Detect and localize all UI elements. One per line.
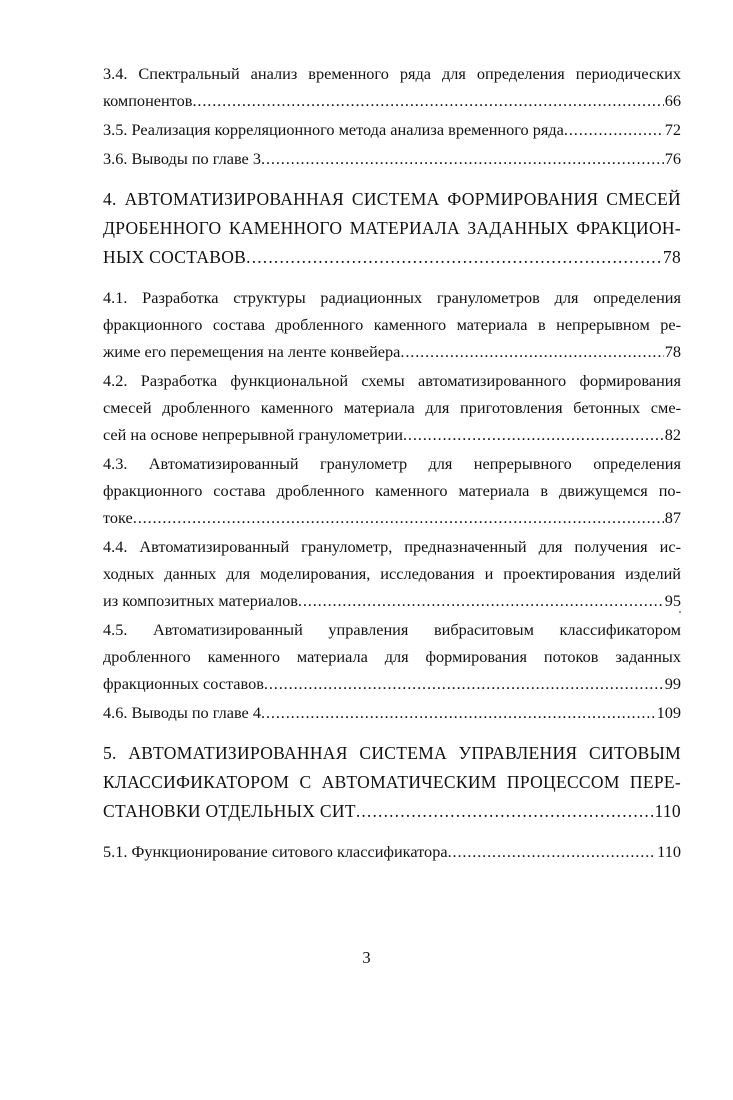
- toc-entry-text: 4.2. Разработка функциональной схемы автоматизированного формирования: [103, 371, 681, 390]
- toc-page-number: 110: [654, 801, 681, 821]
- toc-chapter-last-line: [103, 797, 681, 826]
- toc-page-number: 66: [664, 91, 681, 110]
- toc-entry-text: фракционного состава дробленного каменного материала в непрерывном ре-: [103, 315, 681, 334]
- toc-entry-last-line: [103, 670, 681, 697]
- toc-chapter-text: 5. АВТОМАТИЗИРОВАННАЯ СИСТЕМА УПРАВЛЕНИЯ СИТОВЫМ: [103, 743, 681, 763]
- toc-entry-4-1[interactable]: [103, 284, 681, 365]
- dot-leader: [400, 338, 663, 365]
- toc-entry-text: 4.6. Выводы по главе 4: [103, 703, 261, 722]
- toc-entry-last-line: [103, 87, 681, 114]
- toc-entry-text: смесей дробленного каменного материала для приготовления бетонных сме-: [103, 398, 681, 417]
- toc-entry-4-3[interactable]: [103, 450, 681, 531]
- toc-entry-text: 3.5. Реализация корреляционного метода анализа временного ряда: [103, 120, 564, 139]
- toc-page-number: 78: [662, 247, 681, 267]
- toc-page-number: 78: [664, 342, 681, 361]
- dot-leader: [448, 838, 657, 865]
- toc-entry-text: компонентов: [103, 91, 193, 110]
- dot-leader: [261, 145, 664, 172]
- toc-page-number: 95: [664, 591, 681, 610]
- toc-entry-text: 4.3. Автоматизированный гранулометр для непрерывного определения: [103, 454, 681, 473]
- toc-entry-last-line: [103, 838, 681, 865]
- toc-entry-5-1[interactable]: [103, 838, 681, 865]
- toc-chapter-text: 4. АВТОМАТИЗИРОВАННАЯ СИСТЕМА ФОРМИРОВАНИЯ СМЕСЕЙ: [103, 189, 681, 209]
- toc-page-number: 82: [664, 425, 681, 444]
- toc-entry-last-line: [103, 699, 681, 726]
- toc-chapter-text: СТАНОВКИ ОТДЕЛЬНЫХ СИТ: [103, 801, 356, 821]
- toc-entry-4-5[interactable]: [103, 616, 681, 697]
- dot-leader: [133, 504, 664, 531]
- toc-chapter-last-line: [103, 243, 681, 272]
- dot-leader: [298, 587, 664, 614]
- dot-leader: [192, 87, 663, 114]
- toc-chapter-5[interactable]: [103, 739, 681, 826]
- toc-entry-text: 3.4. Спектральный анализ временного ряда для определения периодических: [103, 64, 681, 83]
- dot-leader: [356, 797, 654, 826]
- toc-entry-last-line: [103, 338, 681, 365]
- toc-chapter-text: ДРОБЕННОГО КАМЕННОГО МАТЕРИАЛА ЗАДАННЫХ ФРАКЦИОН-: [103, 218, 681, 238]
- toc-entry-text: 3.6. Выводы по главе 3: [103, 149, 261, 168]
- toc-entry-text: дробленного каменного материала для формирования потоков заданных: [103, 647, 681, 666]
- toc-entry-4-4[interactable]: [103, 533, 681, 614]
- toc-entry-text: фракционных составов: [103, 674, 264, 693]
- toc-entry-last-line: [103, 116, 681, 143]
- toc-entry-text: жиме его перемещения на ленте конвейера: [103, 342, 401, 361]
- scan-speck: [679, 611, 681, 613]
- toc-entry-text: 5.1. Функционирование ситового классификатора: [103, 842, 448, 861]
- dot-leader: [403, 421, 664, 448]
- toc-entry-text: 4.5. Автоматизированный управления вибраситовым классификатором: [103, 620, 681, 639]
- toc-page-number: 87: [664, 508, 681, 527]
- toc-chapter-text: КЛАССИФИКАТОРОМ С АВТОМАТИЧЕСКИМ ПРОЦЕССОМ ПЕРЕ-: [103, 772, 681, 792]
- toc-chapter-text: НЫХ СОСТАВОВ: [103, 247, 247, 267]
- toc-entry-3-5[interactable]: [103, 116, 681, 143]
- toc-entry-last-line: [103, 587, 681, 614]
- toc-entry-4-2[interactable]: [103, 367, 681, 448]
- table-of-contents: [103, 60, 681, 867]
- toc-entry-text: фракционного состава дробленного каменного материала в движущемся по-: [103, 481, 681, 500]
- toc-entry-text: токе: [103, 508, 133, 527]
- toc-entry-text: 4.1. Разработка структуры радиационных гранулометров для определения: [103, 288, 681, 307]
- toc-page-number: 110: [657, 842, 681, 861]
- toc-entry-text: ходных данных для моделирования, исследования и проектирования изделий: [103, 564, 681, 583]
- toc-entry-text: из композитных материалов: [103, 591, 298, 610]
- page-number: 3: [362, 948, 371, 967]
- toc-page-number: 109: [656, 703, 681, 722]
- dot-leader: [261, 699, 656, 726]
- toc-entry-last-line: [103, 421, 681, 448]
- toc-entry-text: сей на основе непрерывной гранулометрии: [103, 425, 403, 444]
- toc-entry-text: 4.4. Автоматизированный гранулометр, предназначенный для получения ис-: [103, 537, 681, 556]
- dot-leader: [246, 243, 662, 272]
- toc-entry-3-4[interactable]: [103, 60, 681, 114]
- toc-entry-last-line: [103, 145, 681, 172]
- dot-leader: [264, 670, 664, 697]
- toc-page-number: 76: [664, 149, 681, 168]
- dot-leader: [564, 116, 664, 143]
- toc-chapter-4[interactable]: [103, 185, 681, 272]
- toc-entry-4-6[interactable]: [103, 699, 681, 726]
- toc-entry-3-6[interactable]: [103, 145, 681, 172]
- toc-entry-last-line: [103, 504, 681, 531]
- toc-page-number: 72: [664, 120, 681, 139]
- toc-page-number: 99: [664, 674, 681, 693]
